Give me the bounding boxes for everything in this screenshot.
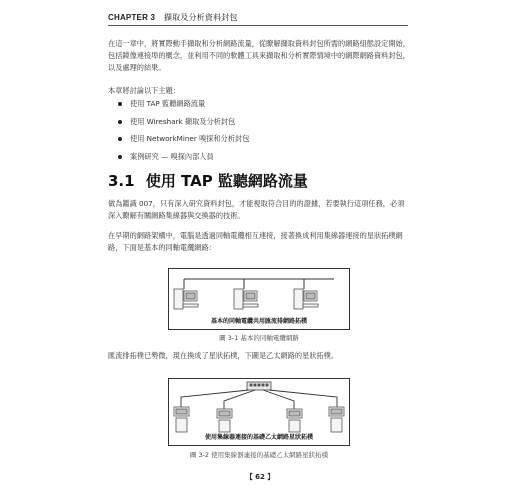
figure-star-network	[168, 378, 350, 446]
topic-list	[116, 98, 406, 168]
bullet-icon	[118, 102, 122, 106]
list-item-text: 使用 TAP 監聽網路流量	[130, 99, 206, 108]
computer-icon	[234, 289, 258, 309]
section-title: 使用 TAP 監聽網路流量	[145, 172, 308, 190]
list-item	[116, 98, 406, 116]
computer-icon	[174, 289, 198, 309]
list-item	[116, 133, 406, 151]
bullet-icon	[118, 155, 122, 159]
body-paragraph: 做為鑑識 007，只有深入研究資料封包，才能視取符合目的的證據，若要執行這項任務，必須深入瞭解有關網路集線器與交換器的技術。	[108, 199, 405, 220]
page-number: 【 62 】	[245, 473, 275, 481]
computer-icon	[174, 407, 189, 432]
hub-links	[181, 390, 337, 409]
hub-icon	[247, 382, 271, 390]
chapter-title: 擷取及分析資料封包	[163, 13, 238, 22]
figure-label: 使用集線器連接的基礎乙太網路星狀拓樸	[204, 434, 313, 441]
bullet-icon	[118, 137, 122, 141]
section-heading	[108, 170, 408, 191]
list-item	[116, 151, 406, 169]
topics-lead-in: 本章將討論以下主題：	[108, 86, 180, 95]
list-item-text: 案例研究 — 嗅探內部人員	[130, 151, 214, 161]
header-rule	[108, 25, 408, 26]
computer-icon	[287, 409, 302, 432]
chapter-number: CHAPTER 3	[108, 13, 156, 22]
list-item	[116, 116, 406, 134]
intro-paragraph: 在這一章中，將實際動手擷取和分析網路流量，從瞭解擷取資料封包所需的網路組態設定開始，包括鏡像連接埠的概念，並利用不同的軟體工具來擷取和分析實際情境中的網際網路資料封包，以及處理的結果。	[108, 39, 410, 72]
computer-icon	[329, 407, 344, 432]
section-number: 3.1	[108, 172, 135, 190]
body-paragraph: 在早期的網路架構中，電腦是透過同軸電纜相互連接，接著換成利用集線器連接的星狀拓樸網路，下面是基本的同軸電纜網路：	[108, 231, 403, 252]
figure-bus-network	[168, 268, 350, 330]
body-paragraph: 匯流排拓樸已勢微，現在換成了星狀拓樸，下圖是乙太網路的星狀拓樸。	[108, 351, 339, 360]
figure-caption: 圖 3-2 使用集線器連接的基礎乙太網路星狀拓樸	[189, 451, 329, 459]
computer-icon	[294, 289, 318, 309]
list-item-text: 使用 Wireshark 擷取及分析封包	[130, 116, 236, 126]
figure-label: 基本的同軸電纜共用匯流排網路拓樸	[210, 318, 307, 325]
figure-caption: 圖 3-1 基本的同軸電纜網路	[219, 334, 299, 342]
list-item-text: 使用 NetworkMiner 嗅探和分析封包	[130, 134, 250, 143]
computer-icon	[217, 409, 232, 432]
running-header	[108, 12, 408, 23]
bullet-icon	[118, 120, 122, 124]
